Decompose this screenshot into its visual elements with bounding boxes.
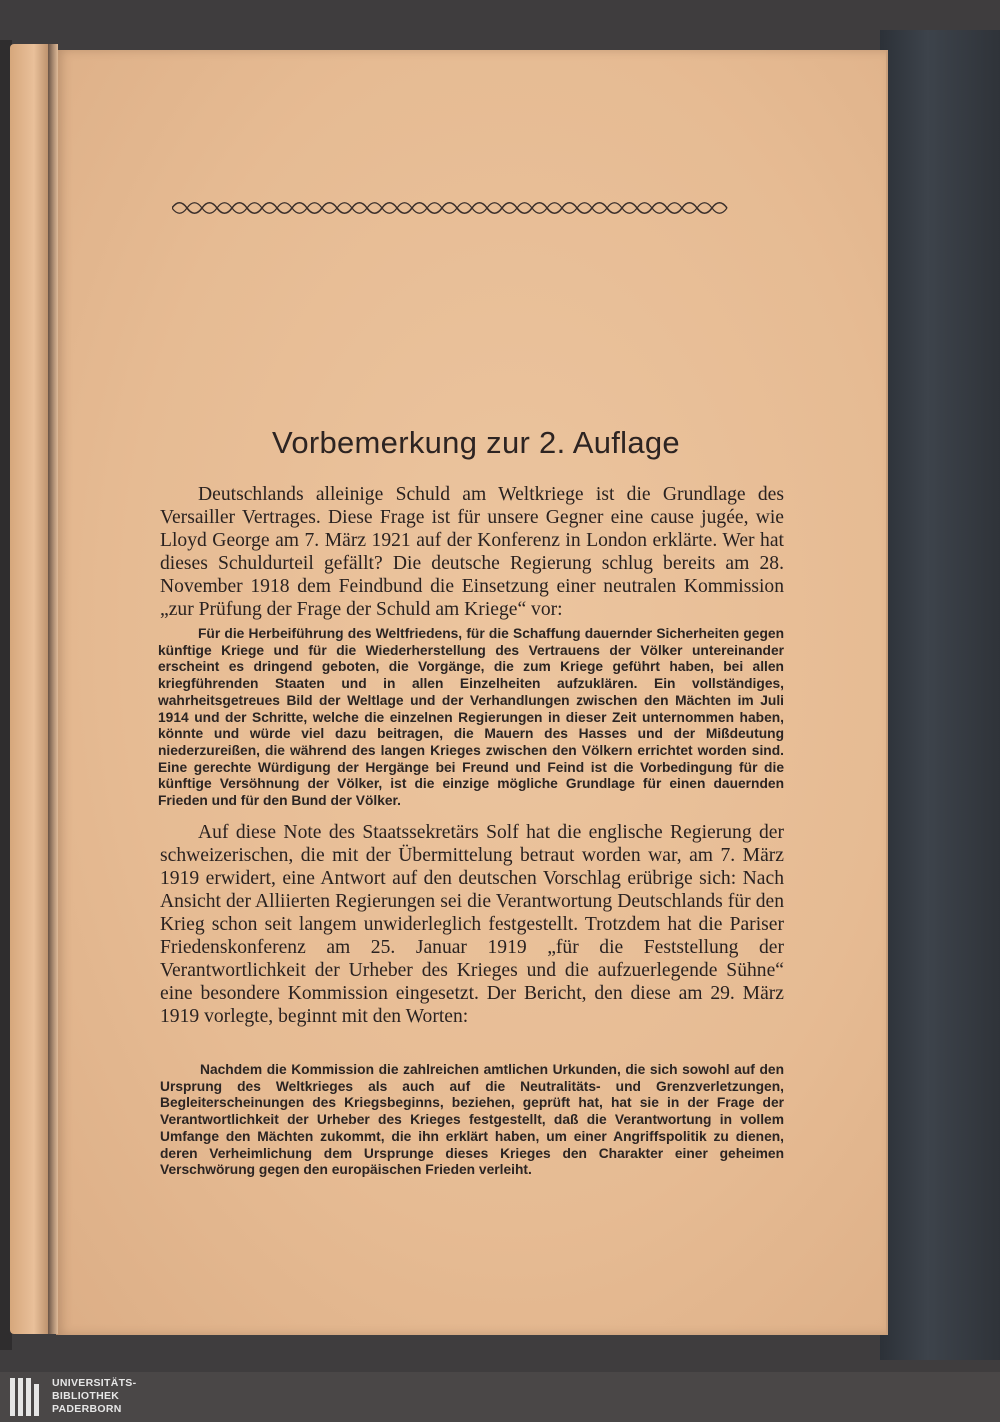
left-page-edge (10, 44, 50, 1334)
logo-line-2: BIBLIOTHEK (52, 1390, 120, 1402)
page-title: Vorbemerkung zur 2. Auflage (272, 425, 680, 460)
body-paragraph-1: Deutschlands alleinige Schuld am Weltkriege ist die Grundlage des Versailler Vertrages. Diese Frage ist für unsere Gegner eine cause jugée, wie Lloyd George am 7. März 1921 auf der Konferenz in London erklärte. Wer hat dieses Schuldurteil gefällt? Die deutsche Regierung schlug bereits am 28. November 1918 dem Feindbund die Einsetzung einer neutralen Kommission „zur Prüfung der Frage der Schuld am Kriege“ vor: (160, 484, 784, 620)
body-paragraph-2: Auf diese Note des Staatssekretärs Solf hat die englische Regierung der schweizerischen, die mit der Übermittelung betraut worden war, am 7. März 1919 erwidert, eine Antwort auf den deutschen Vorschlag erübrige sich: Nach Ansicht der Alliierten Regierungen sei die Verantwortung Deutschlands für den Krieg schon seit langem unwiderleglich festgestellt. Trotzdem hat die Pariser Friedenskonferenz am 25. Januar 1919 „für die Feststellung der Verantwortlichkeit der Urheber des Krieges und die aufzuerlegende Sühne“ eine besondere Kommission eingesetzt. Der Bericht, den diese am 29. März 1919 vorlegte, beginnt mit den Worten: (160, 822, 784, 1027)
logo-line-3: PADERBORN (52, 1403, 122, 1415)
decorative-border-ornament (172, 198, 742, 218)
book-page (56, 50, 888, 1335)
quoted-note-1: Für die Herbeiführung des Weltfriedens, für die Schaffung dauernder Sicherheiten gegen künftige Kriege und für die Wiederherstellung des Vertrauens der Völker untereinander erscheint es dringend geboten, die Vorgänge, die zum Kriege geführt haben, bei allen kriegführenden Staaten und in allen Einzelheiten aufzuklären. Ein vollständiges, wahrheitsgetreues Bild der Weltlage und der Verhandlungen zwischen den Mächten im Juli 1914 und der Schritte, welche die einzelnen Regierungen in dieser Zeit unternommen haben, könnte und würde viel dazu beitragen, die Mauern des Hasses und der Mißdeutung niederzureißen, die während des langen Krieges zwischen den Völkern errichtet worden sind. Eine gerechte Würdigung der Hergänge bei Freund und Feind ist die Vorbedingung für die künftige Versöhnung der Völker, ist die einzige mögliche Grundlage für einen dauernden Frieden und für den Bund der Völker. (158, 626, 784, 809)
page-gutter (48, 44, 58, 1334)
logo-line-1: UNIVERSITÄTS- (52, 1377, 137, 1389)
book-cover-edge (880, 30, 1000, 1360)
quoted-report-2: Nachdem die Kommission die zahlreichen amtlichen Urkunden, die sich sowohl auf den Ursprung des Weltkrieges als auch auf die Neutralitäts- und Grenzverletzungen, Begleiterscheinungen des Kriegsbeginns, beziehen, geprüft hat, hat sie in der Frage der Verantwortlichkeit der Urheber des Krieges festgestellt, daß die Verantwortung in vollem Umfange den Mächten zukommt, die ihn erklärt haben, um einer Angriffspolitik zu dienen, deren Verheimlichung dem Ursprunge dieses Krieges den Charakter einer geheimen Verschwörung gegen den europäischen Frieden verleiht. (160, 1062, 784, 1178)
library-logo-text (52, 1377, 252, 1416)
library-logo-icon (8, 1376, 42, 1418)
